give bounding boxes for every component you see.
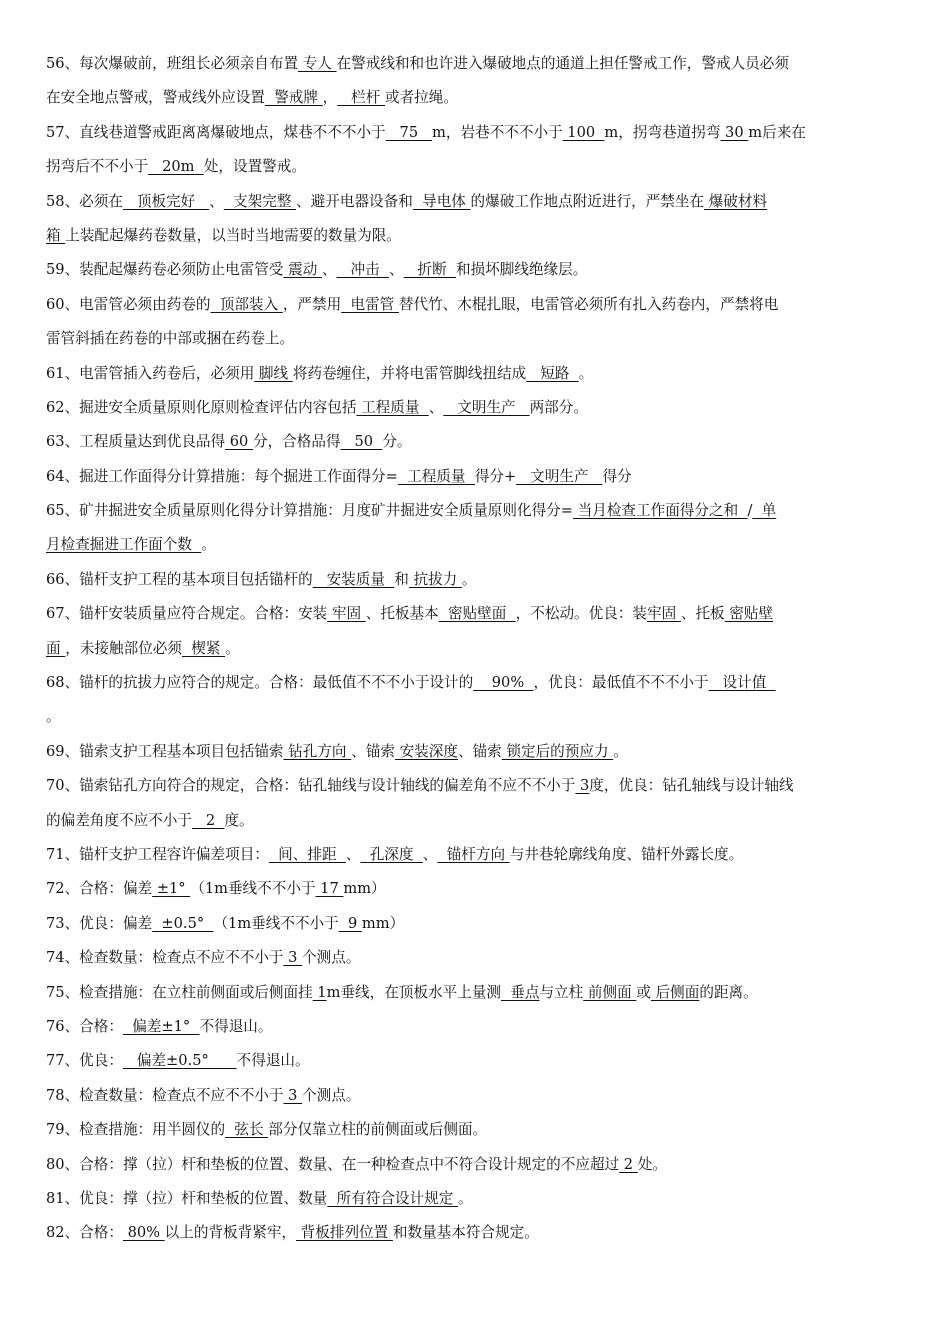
- fill-in-answer: 警戒牌: [264, 89, 323, 107]
- fill-in-answer: 折断: [403, 261, 456, 279]
- fill-in-answer: 栏杆: [337, 89, 385, 107]
- text-segment: 、: [345, 845, 361, 863]
- text-segment: m，岩巷不不不小于: [432, 123, 563, 141]
- text-line: [46, 1148, 906, 1182]
- text-line: [46, 494, 906, 528]
- text-segment: 在警戒线和和也许进入爆破地点的通道上担任警戒工作，警戒人员必须: [336, 55, 789, 72]
- text-segment: 、托板基本: [365, 605, 439, 623]
- text-line: [46, 976, 906, 1010]
- fill-in-answer: ±0.5°: [152, 914, 214, 932]
- fill-in-answer: ±1°: [152, 880, 191, 898]
- text-line: [46, 322, 906, 356]
- fill-in-answer: 50: [340, 433, 383, 451]
- fill-in-answer: 100: [562, 123, 605, 141]
- fill-in-answer: 设计值: [708, 674, 776, 692]
- text-segment: 、锚索: [457, 742, 502, 760]
- fill-in-answer: 短路: [526, 364, 579, 382]
- text-segment: 个测点。: [302, 1086, 361, 1104]
- text-segment: 、: [321, 261, 337, 279]
- text-segment: 62、掘进安全质量原则化原则检查评估内容包括: [46, 398, 357, 416]
- text-segment: mm）: [343, 880, 386, 898]
- text-segment: 77、优良：: [46, 1052, 123, 1070]
- fill-in-answer: 冲击: [336, 261, 389, 279]
- fill-in-answer: 1: [312, 983, 327, 1001]
- fill-in-answer: 偏差±0.5°: [122, 1052, 237, 1070]
- text-segment: 59、装配起爆药卷必须防止电雷管受: [46, 261, 284, 279]
- text-segment: 57、直线巷道警戒距离离爆破地点，煤巷不不不小于: [46, 123, 386, 141]
- text-segment: m后来在: [748, 123, 806, 141]
- text-segment: 78、检查数量：检查点不应不不小于: [46, 1086, 284, 1104]
- fill-in-answer: 80%: [122, 1224, 165, 1242]
- text-segment: 、锚索: [351, 742, 395, 760]
- text-line: [46, 253, 906, 287]
- text-segment: 58、必须在: [46, 192, 123, 210]
- fill-in-answer: 月检查掘进工作面个数: [46, 536, 202, 554]
- text-segment: 个测点。: [302, 949, 361, 967]
- fill-in-answer: 垂点: [500, 983, 540, 1001]
- fill-in-answer: 电雷管: [341, 295, 399, 313]
- text-line: [46, 425, 906, 459]
- text-segment: ，: [322, 89, 338, 107]
- text-line: [46, 81, 906, 115]
- text-segment: 拐弯后不不小于: [46, 158, 149, 176]
- text-segment: 。: [201, 536, 216, 554]
- fill-in-answer: 文明生产: [516, 467, 603, 485]
- text-segment: 69、锚索支护工程基本项目包括锚索: [46, 742, 284, 760]
- text-line: [46, 150, 906, 184]
- text-line: [46, 288, 906, 322]
- text-segment: 与立柱: [539, 983, 584, 1001]
- text-line: [46, 460, 906, 494]
- text-line: [46, 116, 906, 150]
- text-segment: 分。: [382, 433, 412, 451]
- fill-in-answer: 箱: [46, 226, 66, 244]
- text-segment: 67、锚杆安装质量应符合规定。合格：安装: [46, 605, 328, 623]
- text-segment: 分，合格品得: [252, 433, 341, 451]
- text-line: [46, 666, 906, 700]
- text-line: [46, 804, 906, 838]
- text-segment: ，未接触部位必须: [65, 639, 182, 657]
- text-segment: 73、优良：偏差: [46, 914, 153, 932]
- fill-in-answer: 钻孔方向: [283, 742, 352, 760]
- text-segment: 60、电雷管必须由药卷的: [46, 295, 211, 313]
- fill-in-answer: 间、排距: [268, 845, 346, 863]
- fill-in-answer: 单: [752, 502, 777, 520]
- text-segment: 不得退山。: [199, 1017, 273, 1035]
- fill-in-answer: 30: [720, 123, 749, 141]
- fill-in-answer: 文明生产: [443, 398, 530, 416]
- text-segment: 65、矿井掘进安全质量原则化得分计算措施：月度矿井掘进安全质量原则化得分=: [46, 502, 573, 520]
- text-segment: 81、优良：撑（拉）杆和垫板的位置、数量: [46, 1189, 328, 1207]
- text-segment: 、: [209, 192, 224, 210]
- fill-in-answer: 安装质量: [312, 570, 395, 588]
- fill-in-answer: 爆破材料: [704, 192, 768, 210]
- text-segment: 的爆破工作地点附近进行，严禁坐在: [470, 192, 705, 210]
- text-segment: 71、锚杆支护工程容许偏差项目：: [46, 845, 269, 863]
- text-segment: ，严禁用: [282, 295, 342, 313]
- text-segment: 72、合格：偏差: [46, 880, 153, 898]
- text-segment: 56、每次爆破前，班组长必须亲自布置: [46, 55, 299, 72]
- text-line: [46, 357, 906, 391]
- text-segment: 不得退山。: [236, 1052, 310, 1070]
- fill-in-answer: 3: [283, 949, 303, 967]
- text-segment: （1m垂线不不小于: [213, 914, 339, 932]
- text-line: [46, 838, 906, 872]
- text-segment: 的偏差角度不应不小于: [46, 811, 192, 829]
- text-line: [46, 47, 906, 81]
- text-segment: 。: [613, 742, 628, 760]
- text-line: [46, 632, 906, 666]
- text-segment: 。: [578, 364, 594, 382]
- text-segment: 上装配起爆药卷数量，以当时当地需要的数量为限。: [65, 226, 401, 244]
- text-segment: 得分+: [474, 467, 517, 485]
- text-segment: 部分仅靠立柱的前侧面或后侧面。: [268, 1121, 488, 1139]
- text-segment: 或: [636, 983, 651, 1001]
- fill-in-answer: 密贴壁面: [438, 605, 516, 623]
- text-segment: 。: [46, 708, 61, 726]
- fill-in-answer: 导电体: [412, 192, 471, 210]
- text-line: [46, 528, 906, 562]
- text-line: [46, 391, 906, 425]
- text-segment: 将药卷缠住，并将电雷管脚线扭结成: [292, 364, 527, 382]
- fill-in-answer: 孔深度: [360, 845, 423, 863]
- fill-in-answer: 支架完整: [223, 192, 297, 210]
- fill-in-answer: 震动: [283, 261, 322, 279]
- text-segment: 以上的背板背紧牢，: [164, 1224, 297, 1242]
- text-segment: mm）: [361, 914, 405, 932]
- text-line: [46, 1113, 906, 1147]
- text-segment: 、: [388, 261, 404, 279]
- fill-in-answer: 当月检查工作面得分之和: [573, 502, 748, 520]
- text-segment: 75、检查措施：在立柱前侧面或后侧面挂: [46, 983, 313, 1001]
- text-segment: 和数量基本符合规定。: [392, 1224, 539, 1242]
- fill-in-answer: 工程质量: [397, 467, 475, 485]
- text-segment: 68、锚杆的抗拔力应符合的规定。合格：最低值不不不小于设计的: [46, 674, 474, 692]
- fill-in-answer: 20m: [148, 158, 204, 176]
- text-segment: 80、合格：撑（拉）杆和垫板的位置、数量、在一种检查点中不符合设计规定的不应超过: [46, 1155, 620, 1173]
- fill-in-answer: 顶板完好: [122, 192, 210, 210]
- fill-in-answer: 3: [575, 777, 590, 795]
- text-segment: m垂线，在顶板水平上量测: [326, 983, 501, 1001]
- text-segment: 雷管斜插在药卷的中部或捆在药卷上。: [46, 330, 295, 348]
- fill-in-answer: 后侧面: [650, 983, 700, 1001]
- text-line: [46, 1044, 906, 1078]
- fill-in-answer: 锚杆方向: [437, 845, 510, 863]
- fill-in-answer: 3: [283, 1086, 303, 1104]
- text-segment: ，不松动。优良：装: [515, 605, 648, 623]
- fill-in-answer: 60: [225, 433, 253, 451]
- text-segment: 70、锚索钻孔方向符合的规定，合格：钻孔轴线与设计轴线的偏差角不应不不小于: [46, 777, 576, 795]
- text-segment: 76、合格：: [46, 1017, 123, 1035]
- text-segment: /: [747, 502, 753, 520]
- text-line: [46, 769, 906, 803]
- text-segment: 79、检查措施：用半圆仪的: [46, 1121, 226, 1139]
- fill-in-answer: 偏差±1°: [122, 1017, 200, 1035]
- text-segment: 66、锚杆支护工程的基本项目包括锚杆的: [46, 570, 313, 588]
- text-segment: 度，优良：钻孔轴线与设计轴线: [589, 777, 794, 795]
- fill-in-answer: 脚线: [254, 364, 293, 382]
- fill-in-answer: 工程质量: [356, 398, 429, 416]
- text-segment: 、: [422, 845, 438, 863]
- text-segment: 、避开电器设备和: [296, 192, 413, 210]
- fill-in-answer: 顶部装入: [210, 295, 283, 313]
- fill-in-answer: 牢固: [327, 605, 366, 623]
- text-segment: 替代竹、木棍扎眼，电雷管必须所有扎入药卷内，严禁将电: [398, 295, 779, 313]
- fill-in-answer: 9: [338, 914, 362, 932]
- text-line: [46, 1010, 906, 1044]
- fill-in-answer: 楔紧: [182, 639, 226, 657]
- fill-in-answer: 弦长: [225, 1121, 269, 1139]
- text-segment: 82、合格：: [46, 1224, 123, 1242]
- fill-in-answer: 75: [385, 123, 433, 141]
- text-line: [46, 219, 906, 253]
- text-line: [46, 563, 906, 597]
- text-segment: 和损坏脚线绝缘层。: [455, 261, 588, 279]
- text-line: [46, 597, 906, 631]
- text-segment: 的距离。: [699, 983, 758, 1001]
- text-line: [46, 1182, 906, 1216]
- text-line: [46, 700, 906, 734]
- text-segment: 74、检查数量：检查点不应不不小于: [46, 949, 284, 967]
- fill-in-answer: 安装深度: [394, 742, 458, 760]
- text-line: [46, 1079, 906, 1113]
- text-line: [46, 872, 906, 906]
- text-segment: m，拐弯巷道拐弯: [604, 123, 721, 141]
- text-segment: 与井巷轮廓线角度、锚杆外露长度。: [509, 845, 744, 863]
- text-line: [46, 941, 906, 975]
- text-segment: 得分: [602, 467, 632, 485]
- fill-in-answer: 牢固: [647, 605, 681, 623]
- fill-in-answer: 密贴壁: [724, 605, 774, 623]
- fill-in-answer: 2: [191, 811, 225, 829]
- text-segment: 。: [225, 639, 240, 657]
- fill-in-answer: 所有符合设计规定: [327, 1189, 458, 1207]
- text-segment: 处，设置警戒。: [203, 158, 306, 176]
- text-line: [46, 735, 906, 769]
- fill-in-answer: 锁定后的预应力: [501, 742, 614, 760]
- text-segment: 。: [457, 1189, 473, 1207]
- text-segment: 或者拉绳。: [384, 89, 458, 107]
- fill-in-answer: 背板排列位置: [296, 1224, 393, 1242]
- text-segment: 。: [461, 570, 477, 588]
- text-segment: 63、工程质量达到优良品得: [46, 433, 226, 451]
- fill-in-answer: 2: [619, 1155, 638, 1173]
- fill-in-answer: 专人: [298, 55, 337, 72]
- text-segment: 两部分。: [529, 398, 588, 416]
- text-segment: 度。: [224, 811, 254, 829]
- fill-in-answer: 面: [46, 639, 66, 657]
- text-segment: 64、掘进工作面得分计算措施：每个掘进工作面得分=: [46, 467, 398, 485]
- text-segment: 处。: [637, 1155, 667, 1173]
- text-segment: 61、电雷管插入药卷后，必须用: [46, 364, 255, 382]
- text-line: [46, 1216, 906, 1250]
- text-segment: 和: [394, 570, 409, 588]
- text-line: [46, 907, 906, 941]
- fill-in-answer: 前侧面: [583, 983, 637, 1001]
- text-segment: （1m垂线不不小于: [190, 880, 316, 898]
- fill-in-answer: 抗拔力: [408, 570, 462, 588]
- text-segment: ，优良：最低值不不不小于: [533, 674, 709, 692]
- text-segment: 、托板: [680, 605, 725, 623]
- fill-in-answer: 17: [315, 880, 344, 898]
- fill-in-answer: 90%: [473, 674, 534, 692]
- text-segment: 、: [428, 398, 444, 416]
- text-line: [46, 185, 906, 219]
- text-segment: 在安全地点警戒，警戒线外应设置: [46, 89, 265, 107]
